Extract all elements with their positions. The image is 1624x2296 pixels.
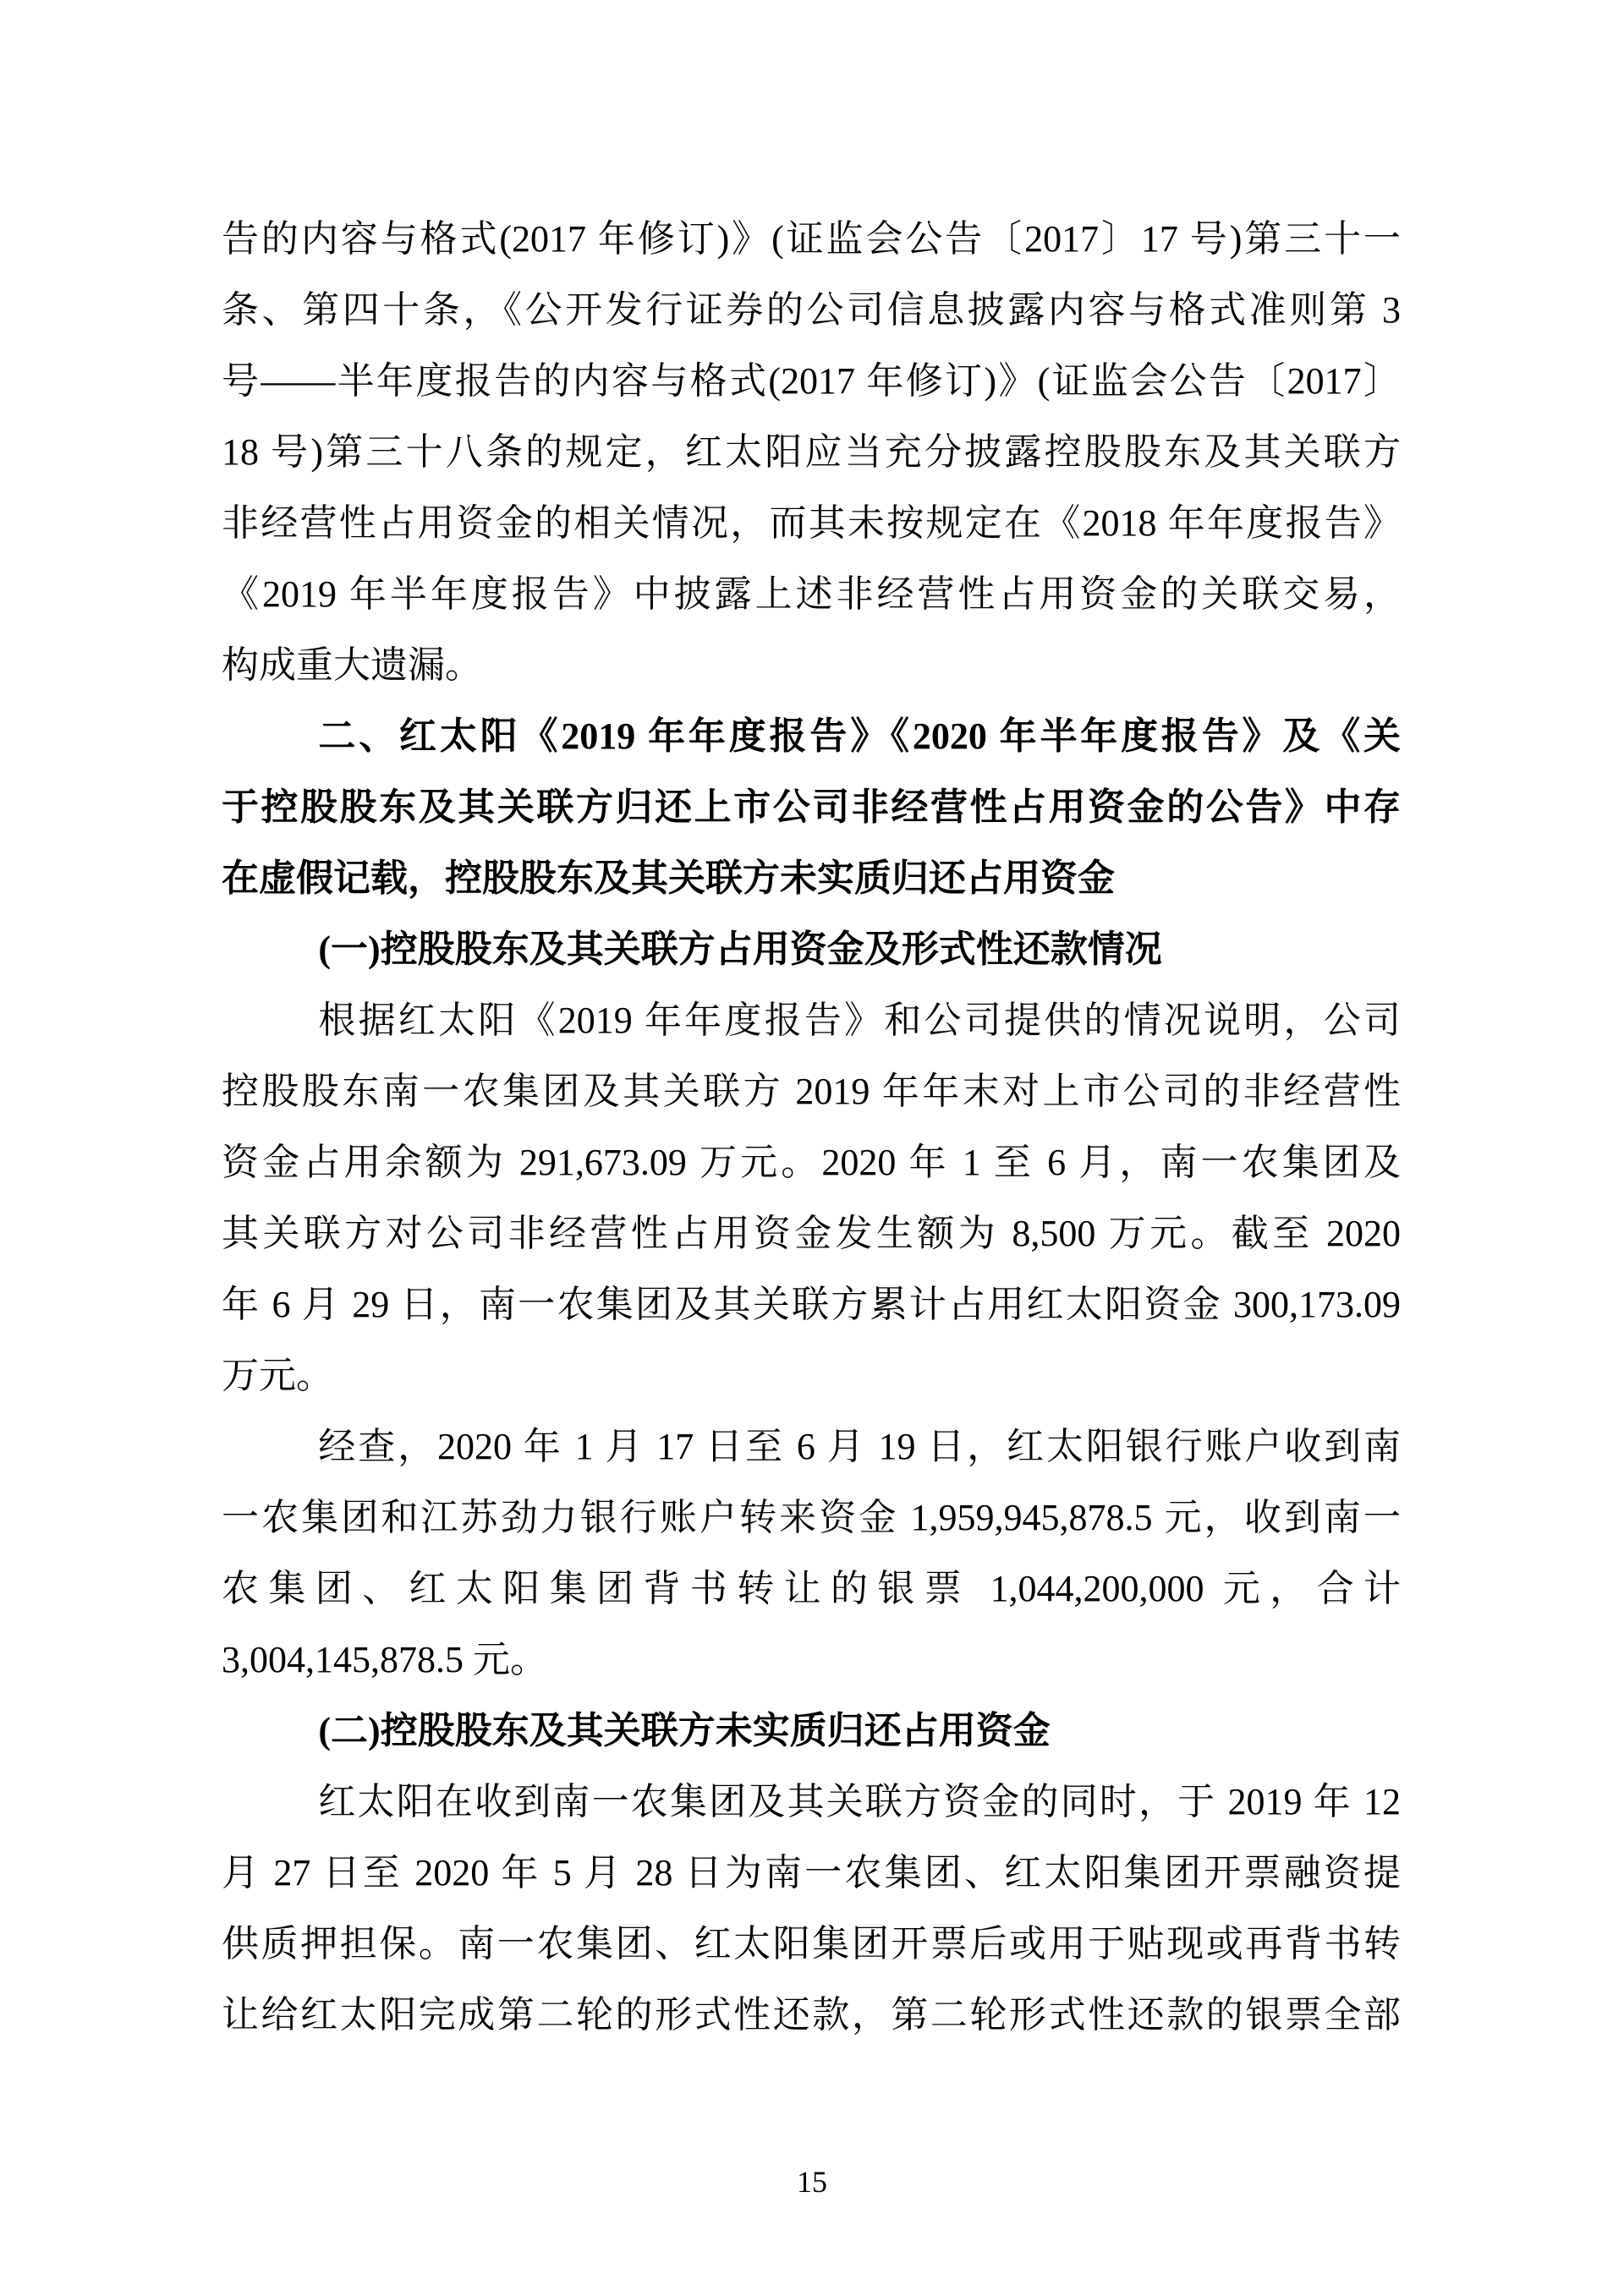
text-line: 资金占用余额为 291,673.09 万元。2020 年 1 至 6 月，南一农集团及: [222, 1142, 1401, 1183]
text-line: 红太阳在收到南一农集团及其关联方资金的同时，于 2019 年 12: [318, 1781, 1401, 1822]
text-line: 号——半年度报告的内容与格式(2017 年修订)》(证监会公告〔2017〕: [222, 360, 1401, 402]
text-block: [222, 204, 1401, 2051]
text-line: 在虚假记载，控股股东及其关联方未实质归还占用资金: [222, 858, 1115, 899]
text-line: 供质押担保。南一农集团、红太阳集团开票后或用于贴现或再背书转: [222, 1923, 1401, 1964]
page-number: 15: [797, 2165, 827, 2199]
text-line: 万元。: [222, 1355, 333, 1396]
text-line: (一)控股股东及其关联方占用资金及形式性还款情况: [318, 929, 1162, 970]
text-line: 告的内容与格式(2017 年修订)》(证监会公告〔2017〕17 号)第三十一: [222, 218, 1401, 260]
text-line: 于控股股东及其关联方归还上市公司非经营性占用资金的公告》中存: [222, 786, 1401, 828]
text-line: 18 号)第三十八条的规定，红太阳应当充分披露控股股东及其关联方: [222, 431, 1401, 473]
text-line: (二)控股股东及其关联方未实质归还占用资金: [318, 1710, 1051, 1751]
text-line: 二、红太阳《2019 年年度报告》《2020 年半年度报告》及《关: [318, 715, 1401, 757]
text-line: 农集团、红太阳集团背书转让的银票 1,044,200,000 元，合计: [222, 1568, 1401, 1609]
text-line: 条、第四十条，《公开发行证券的公司信息披露内容与格式准则第 3: [222, 289, 1401, 331]
text-line: 年 6 月 29 日，南一农集团及其关联方累计占用红太阳资金 300,173.09: [222, 1284, 1401, 1325]
text-line: 构成重大遗漏。: [222, 644, 482, 686]
text-line: 其关联方对公司非经营性占用资金发生额为 8,500 万元。截至 2020: [222, 1213, 1401, 1254]
text-line: 非经营性占用资金的相关情况，而其未按规定在《2018 年年度报告》: [222, 502, 1401, 544]
text-line: 经查，2020 年 1 月 17 日至 6 月 19 日，红太阳银行账户收到南: [318, 1426, 1401, 1467]
text-line: 《2019 年半年度报告》中披露上述非经营性占用资金的关联交易，: [222, 573, 1401, 615]
text-line: 一农集团和江苏劲力银行账户转来资金 1,959,945,878.5 元，收到南一: [222, 1497, 1401, 1538]
text-line: 控股股东南一农集团及其关联方 2019 年年末对上市公司的非经营性: [222, 1071, 1401, 1112]
text-line: 根据红太阳《2019 年年度报告》和公司提供的情况说明，公司: [318, 1000, 1401, 1041]
text-line: 让给红太阳完成第二轮的形式性还款，第二轮形式性还款的银票全部: [222, 1994, 1401, 2036]
text-line: 月 27 日至 2020 年 5 月 28 日为南一农集团、红太阳集团开票融资提: [222, 1852, 1401, 1893]
text-line: 3,004,145,878.5 元。: [222, 1639, 547, 1680]
